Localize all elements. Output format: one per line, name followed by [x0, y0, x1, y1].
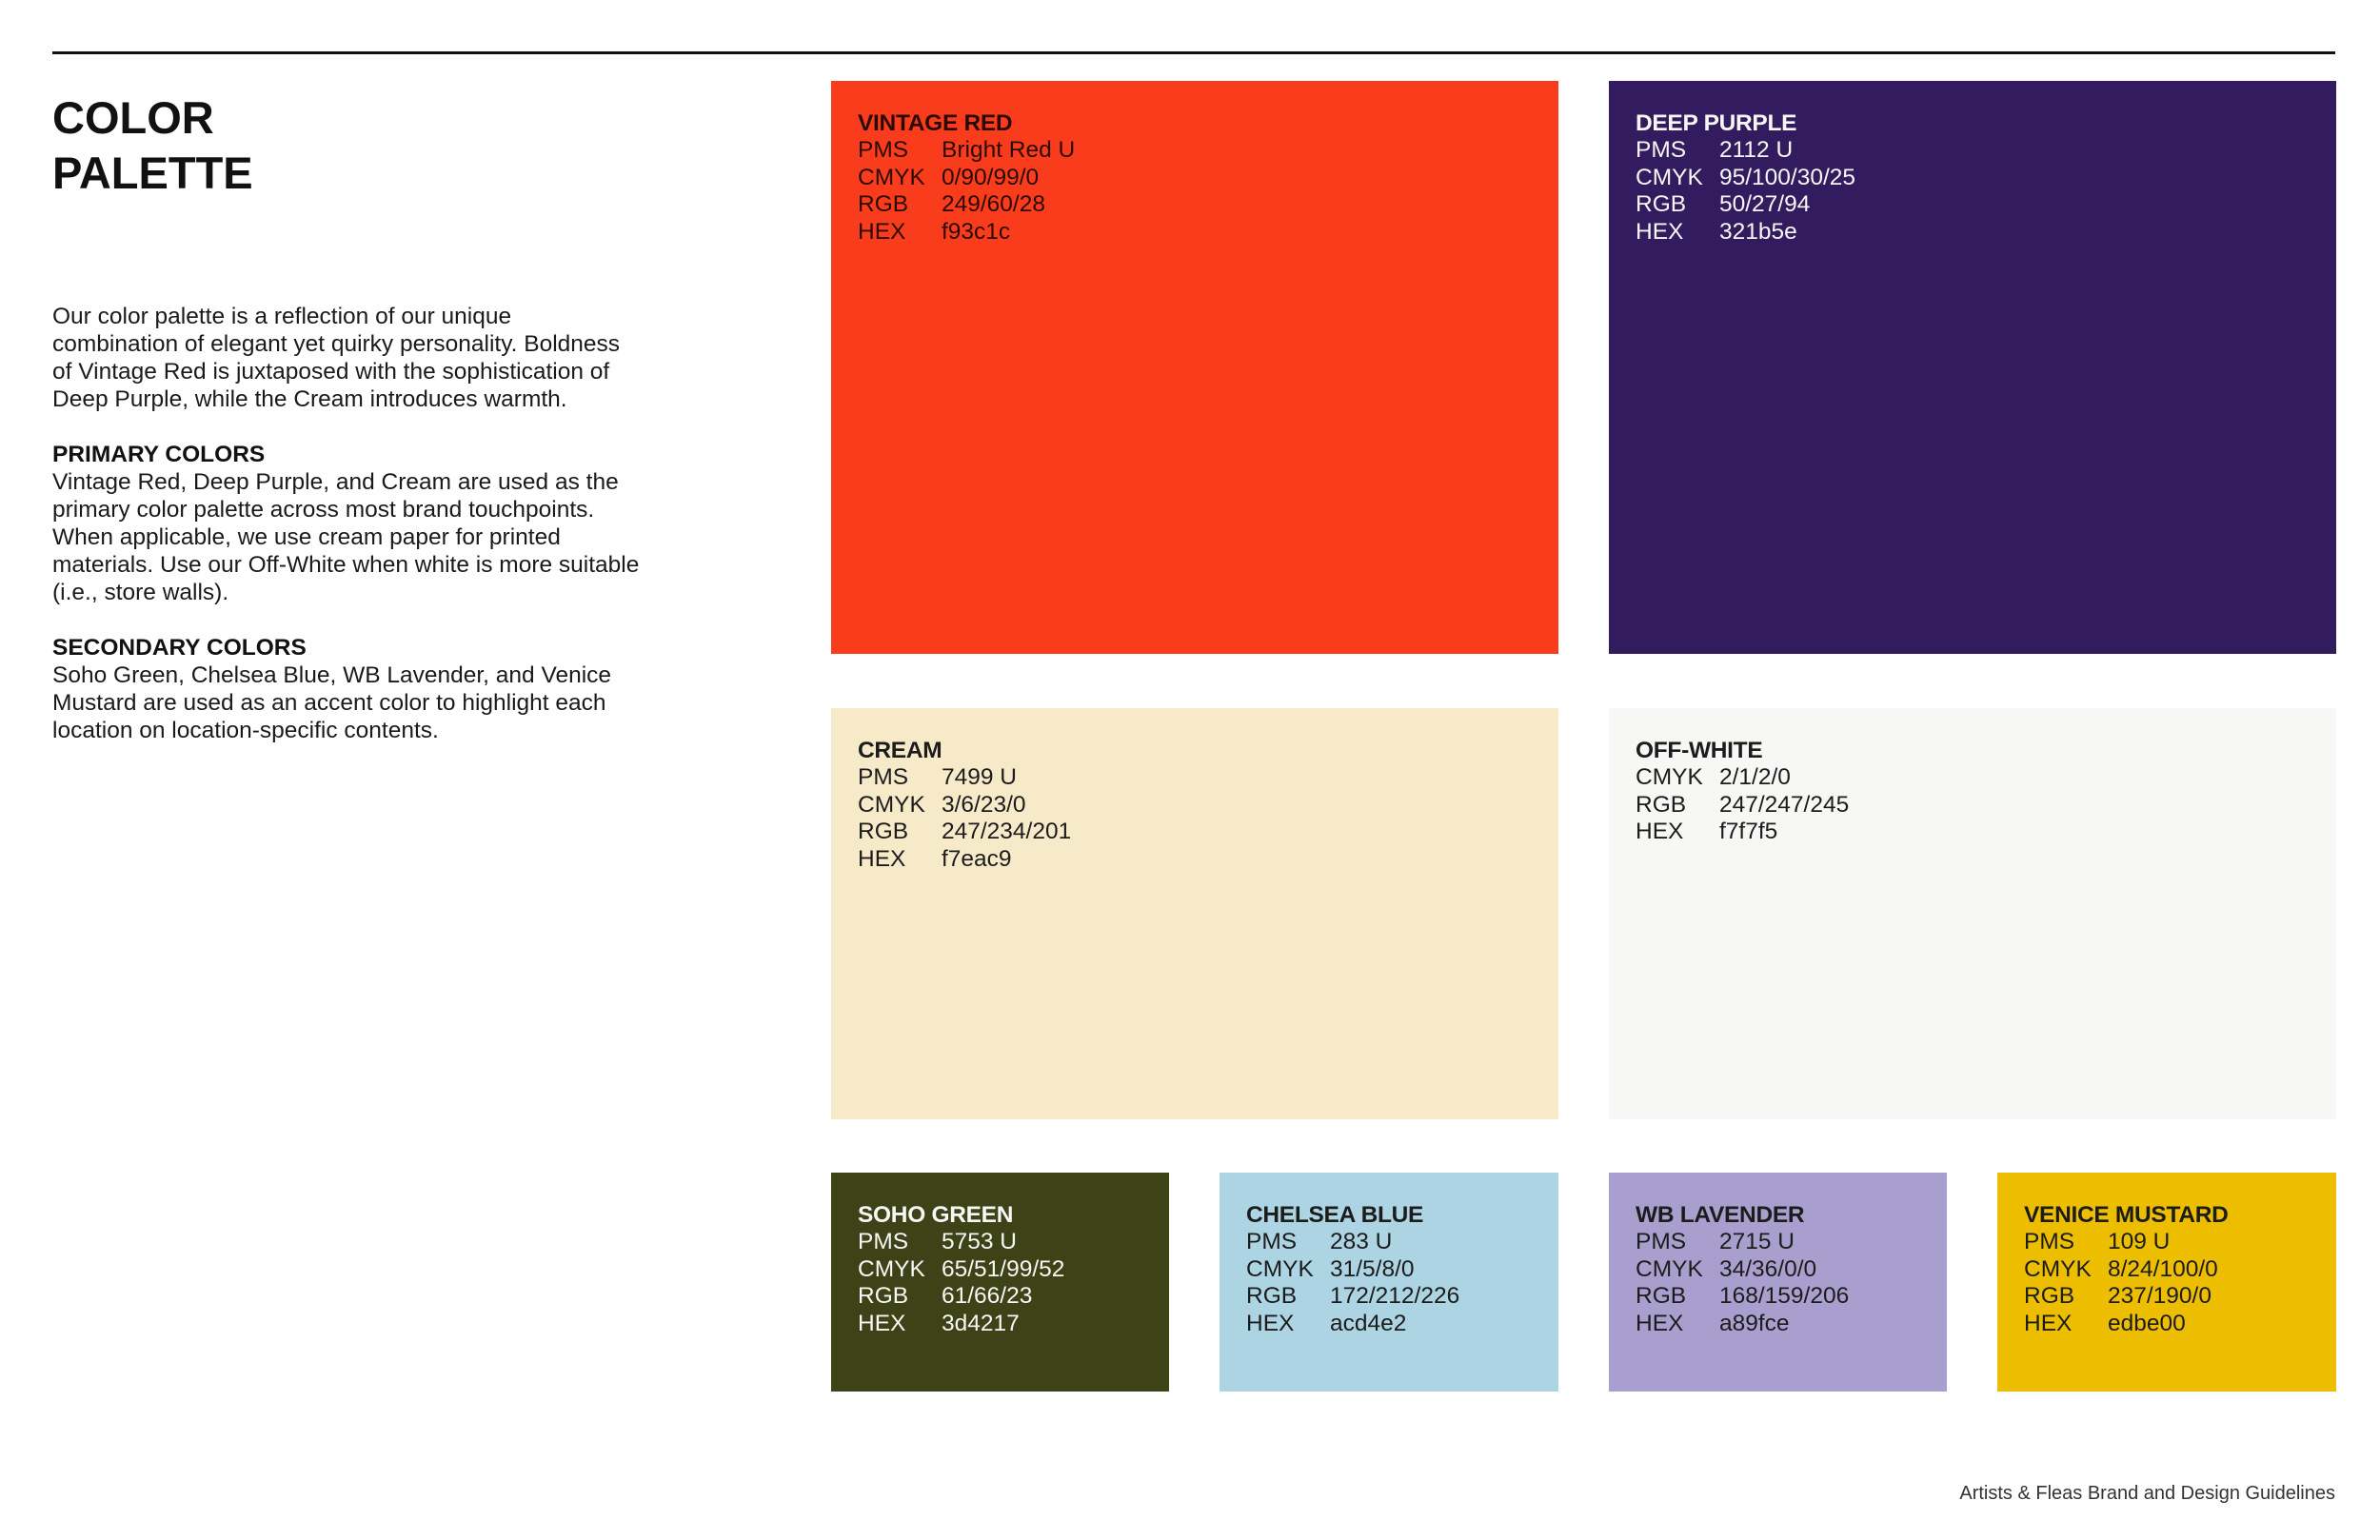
swatch-vintage-red [831, 81, 1558, 654]
spec-value: f93c1c [942, 218, 1011, 245]
swatch-name: CHELSEA BLUE [1246, 1202, 1424, 1228]
spec-label: CMYK [858, 164, 925, 190]
spec-row-cmyk [1636, 1256, 1920, 1284]
spec-row-hex [1636, 219, 2310, 247]
spec-row-cmyk [2024, 1256, 2310, 1284]
spec-label: RGB [1636, 191, 1687, 217]
spec-label: HEX [1636, 819, 1684, 844]
spec-label: PMS [858, 137, 909, 163]
spec-label: RGB [858, 191, 909, 217]
top-rule [52, 51, 2335, 54]
spec-value: 172/212/226 [1330, 1283, 1460, 1309]
spec-label: CMYK [1636, 764, 1703, 790]
spec-row-hex [1636, 819, 2310, 846]
spec-label: HEX [1246, 1310, 1295, 1336]
spec-value: 2/1/2/0 [1719, 764, 1791, 790]
spec-label: CMYK [858, 1255, 925, 1282]
spec-label: HEX [858, 845, 906, 872]
spec-value: f7eac9 [942, 845, 1012, 872]
page-title-line-2: PALETTE [52, 148, 253, 198]
primary-colors-body: Vintage Red, Deep Purple, and Cream are used as the primary color palette across most brand touchpoints. When applicable, we use cream paper for printed materials. Use our Off-White when white is more suitable (i.e., store walls). [52, 469, 640, 605]
spec-row-cmyk [1246, 1256, 1532, 1284]
spec-value: 247/234/201 [942, 819, 1072, 844]
spec-label: HEX [858, 1310, 906, 1336]
spec-row-cmyk [1636, 165, 2310, 192]
spec-label: RGB [1246, 1283, 1298, 1309]
spec-label: RGB [858, 819, 909, 844]
page-title [52, 90, 624, 201]
spec-row-hex [858, 1311, 1142, 1338]
intro-column [52, 303, 643, 772]
spec-value: 249/60/28 [942, 191, 1045, 217]
footer-text: Artists & Fleas Brand and Design Guidelines [1959, 1483, 2335, 1504]
spec-value: acd4e2 [1330, 1310, 1407, 1336]
swatch-cream [831, 708, 1558, 1119]
swatch-name: DEEP PURPLE [1636, 110, 1797, 136]
spec-value: 3/6/23/0 [942, 791, 1026, 818]
spec-value: a89fce [1719, 1310, 1790, 1336]
spec-row-pms [1246, 1229, 1532, 1256]
spec-value: 321b5e [1719, 218, 1797, 245]
spec-row-pms [1636, 1229, 1920, 1256]
spec-value: 95/100/30/25 [1719, 164, 1856, 190]
primary-colors-section [52, 441, 643, 606]
spec-row-rgb [2024, 1283, 2310, 1311]
spec-label: HEX [1636, 218, 1684, 245]
spec-value: 61/66/23 [942, 1283, 1033, 1309]
spec-value: 0/90/99/0 [942, 164, 1040, 190]
spec-label: PMS [2024, 1229, 2075, 1254]
spec-value: 7499 U [942, 764, 1018, 790]
swatch-off-white [1609, 708, 2336, 1119]
spec-label: PMS [1636, 1229, 1687, 1254]
spec-row-hex [2024, 1311, 2310, 1338]
spec-row-pms [1636, 137, 2310, 165]
spec-label: PMS [1246, 1229, 1298, 1254]
secondary-colors-body: Soho Green, Chelsea Blue, WB Lavender, and Venice Mustard are used as an accent color to highlight each location on location-specific contents. [52, 662, 612, 743]
spec-label: HEX [2024, 1310, 2073, 1336]
spec-value: 247/247/245 [1719, 791, 1850, 818]
spec-label: CMYK [858, 791, 925, 818]
spec-label: RGB [858, 1283, 909, 1309]
spec-value: 283 U [1330, 1229, 1393, 1254]
spec-row-hex [1636, 1311, 1920, 1338]
spec-value: 34/36/0/0 [1719, 1255, 1817, 1282]
spec-value: 2715 U [1719, 1229, 1795, 1254]
swatch-name: SOHO GREEN [858, 1202, 1014, 1228]
swatch-name: OFF-WHITE [1636, 738, 1763, 763]
spec-row-pms [858, 137, 1532, 165]
spec-value: Bright Red U [942, 137, 1076, 163]
spec-row-hex [1246, 1311, 1532, 1338]
spec-label: CMYK [1636, 1255, 1703, 1282]
spec-value: 168/159/206 [1719, 1283, 1850, 1309]
swatch-name: WB LAVENDER [1636, 1202, 1805, 1228]
spec-row-cmyk [858, 1256, 1142, 1284]
spec-label: CMYK [1246, 1255, 1314, 1282]
spec-row-hex [858, 846, 1532, 874]
swatch-soho-green [831, 1173, 1169, 1392]
spec-row-pms [2024, 1229, 2310, 1256]
spec-value: 50/27/94 [1719, 191, 1811, 217]
spec-label: HEX [1636, 1310, 1684, 1336]
spec-row-rgb [1636, 1283, 1920, 1311]
spec-row-cmyk [858, 792, 1532, 819]
spec-label: PMS [858, 1229, 909, 1254]
primary-colors-heading: PRIMARY COLORS [52, 442, 266, 467]
spec-value: 65/51/99/52 [942, 1255, 1065, 1282]
spec-value: f7f7f5 [1719, 819, 1778, 844]
swatch-name: VENICE MUSTARD [2024, 1202, 2229, 1228]
spec-row-rgb [1246, 1283, 1532, 1311]
swatch-wb-lavender [1609, 1173, 1947, 1392]
secondary-colors-heading: SECONDARY COLORS [52, 635, 307, 661]
spec-row-rgb [858, 1283, 1142, 1311]
spec-row-pms [858, 1229, 1142, 1256]
spec-value: 31/5/8/0 [1330, 1255, 1415, 1282]
spec-label: PMS [858, 764, 909, 790]
swatch-name: CREAM [858, 738, 942, 763]
swatch-venice-mustard [1997, 1173, 2336, 1392]
spec-value: 5753 U [942, 1229, 1018, 1254]
spec-value: edbe00 [2108, 1310, 2186, 1336]
spec-label: RGB [2024, 1283, 2075, 1309]
swatch-chelsea-blue [1220, 1173, 1558, 1392]
spec-value: 237/190/0 [2108, 1283, 2211, 1309]
spec-value: 109 U [2108, 1229, 2171, 1254]
spec-label: HEX [858, 218, 906, 245]
spec-label: PMS [1636, 137, 1687, 163]
spec-label: RGB [1636, 1283, 1687, 1309]
spec-value: 3d4217 [942, 1310, 1020, 1336]
spec-row-rgb [858, 819, 1532, 846]
spec-row-rgb [1636, 191, 2310, 219]
spec-label: CMYK [1636, 164, 1703, 190]
spec-row-pms [858, 764, 1532, 792]
spec-label: CMYK [2024, 1255, 2092, 1282]
spec-row-rgb [858, 191, 1532, 219]
page-title-line-1: COLOR [52, 92, 214, 143]
spec-row-rgb [1636, 792, 2310, 819]
spec-value: 8/24/100/0 [2108, 1255, 2218, 1282]
spec-row-cmyk [1636, 764, 2310, 792]
spec-row-cmyk [858, 165, 1532, 192]
spec-value: 2112 U [1719, 137, 1794, 163]
spec-label: RGB [1636, 791, 1687, 818]
swatch-name: VINTAGE RED [858, 110, 1013, 136]
swatch-deep-purple [1609, 81, 2336, 654]
secondary-colors-section [52, 634, 643, 744]
spec-row-hex [858, 219, 1532, 247]
intro-paragraph: Our color palette is a reflection of our unique combination of elegant yet quirky personality. Boldness of Vintage Red is juxtaposed with the sophistication of Deep Purple, while the Cream introduces warmth. [52, 304, 621, 412]
